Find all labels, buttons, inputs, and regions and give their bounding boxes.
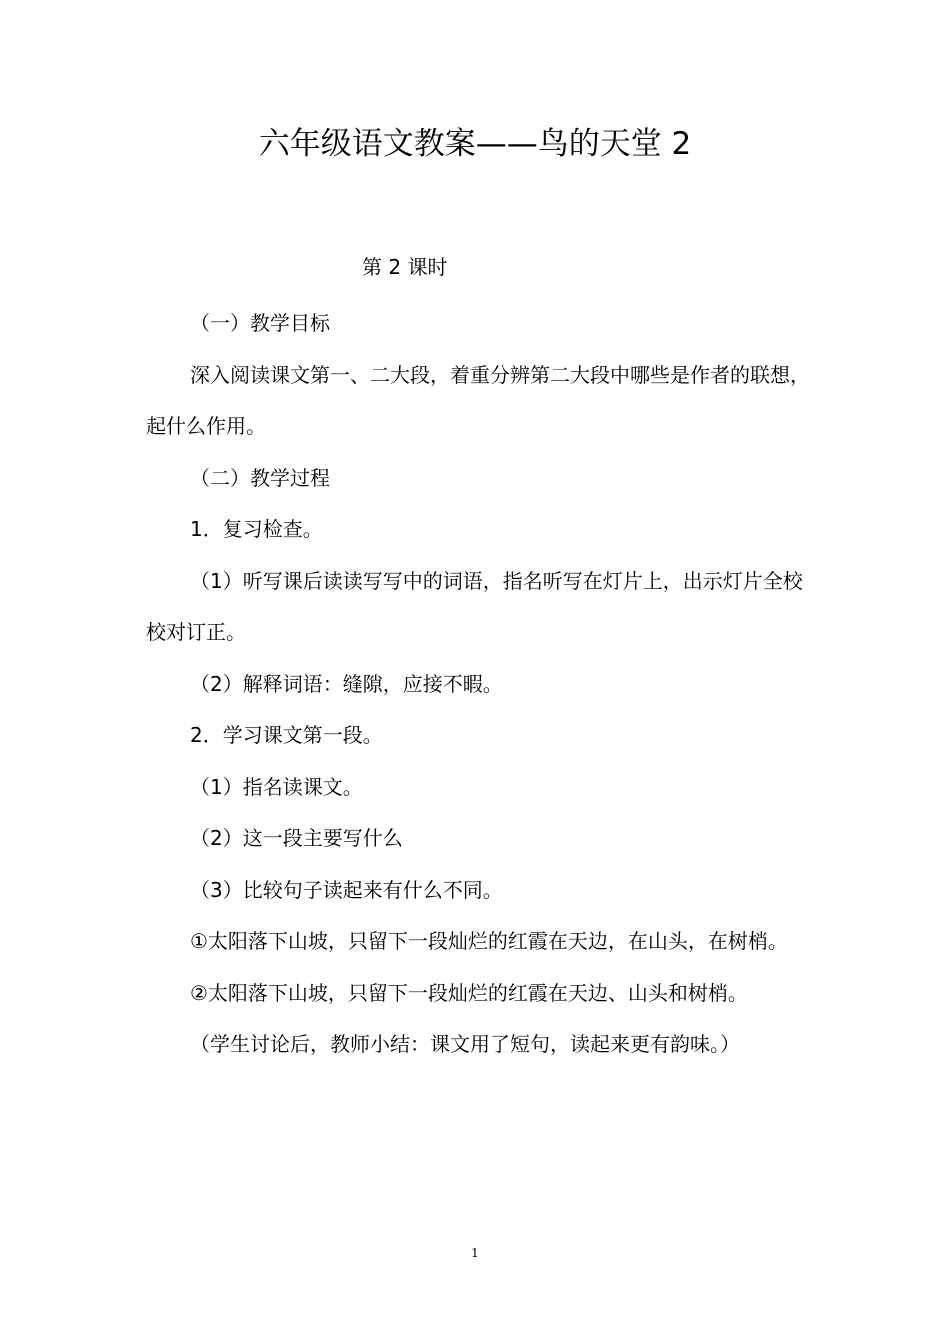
- section-heading-objectives: （一）教学目标: [190, 311, 330, 335]
- lesson-heading: 第 2 课时: [362, 255, 448, 279]
- step-first-section-item-1: （1）指名读课文。: [190, 774, 363, 799]
- step-review-item-2: （2）解释词语：缝隙，应接不暇。: [190, 671, 503, 696]
- example-sentence-2: ②太阳落下山坡，只留下一段灿烂的红霞在天边、山头和树梢。: [190, 980, 748, 1005]
- document-body: [146, 298, 814, 1071]
- objective-paragraph: 深入阅读课文第一、二大段，着重分辨第二大段中哪些是作者的联想，起什么作用。: [146, 362, 810, 438]
- teacher-summary: （学生讨论后，教师小结：课文用了短句，读起来更有韵味。）: [190, 1032, 740, 1056]
- section-heading-process: （二）教学过程: [190, 465, 330, 490]
- step-review: 1．复习检查。: [190, 517, 323, 541]
- step-first-section-item-3: （3）比较句子读起来有什么不同。: [190, 877, 503, 902]
- step-first-section-item-2: （2）这一段主要写什么: [190, 826, 403, 850]
- document-title: 六年级语文教案——鸟的天堂 2: [258, 126, 692, 162]
- page-number: 1: [471, 1246, 479, 1260]
- example-sentence-1: ①太阳落下山坡，只留下一段灿烂的红霞在天边，在山头，在树梢。: [190, 929, 788, 953]
- step-review-item-1: （1）听写课后读读写写中的词语，指名听写在灯片上，出示灯片全校校对订正。: [146, 568, 803, 644]
- step-first-section: 2．学习课文第一段。: [190, 723, 383, 747]
